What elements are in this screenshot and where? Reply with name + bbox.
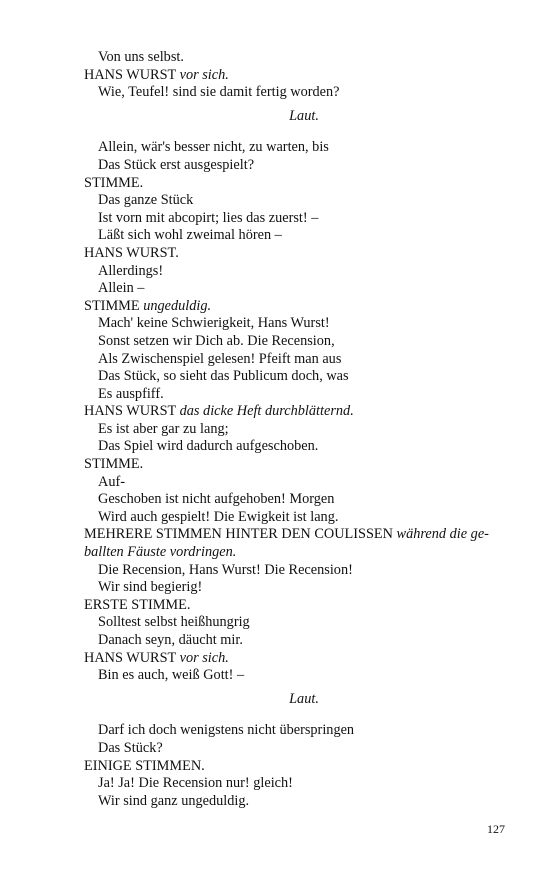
verse-line: Bin es auch, weiß Gott! – bbox=[98, 667, 245, 684]
verse-line: Als Zwischenspiel gelesen! Pfeift man aus bbox=[98, 350, 342, 367]
verse-line: Das Stück, so sieht das Publicum doch, was bbox=[98, 368, 349, 385]
speaker-line bbox=[84, 298, 524, 316]
verse-line: Das Spiel wird dadurch aufgeschoben. bbox=[98, 438, 319, 455]
verse-line: Es ist aber gar zu lang; bbox=[98, 420, 229, 437]
speaker-line bbox=[84, 456, 524, 474]
verse-line: Das Stück? bbox=[98, 739, 163, 756]
speaker-line bbox=[84, 403, 524, 421]
verse-line: Wir sind ganz ungeduldig. bbox=[98, 792, 250, 809]
speaker-line bbox=[84, 526, 524, 544]
verse-line: Ja! Ja! Die Recension nur! gleich! bbox=[98, 775, 293, 792]
verse-line: Allein, wär's besser nicht, zu warten, bis bbox=[98, 139, 329, 156]
speaker-name: HANS WURST. bbox=[84, 244, 179, 261]
verse-line: Läßt sich wohl zweimal hören – bbox=[98, 227, 282, 244]
verse-line: Von uns selbst. bbox=[98, 49, 184, 65]
speaker-direction: vor sich. bbox=[179, 66, 229, 83]
verse-line: Solltest selbst heißhungrig bbox=[98, 614, 250, 631]
speaker-line bbox=[84, 245, 524, 263]
speaker-name: HANS WURST bbox=[84, 403, 177, 420]
verse-line: Danach seyn, däucht mir. bbox=[98, 632, 243, 648]
verse-line: Darf ich doch wenigstens nicht überspringen bbox=[98, 722, 355, 739]
verse-line: Sonst setzen wir Dich ab. Die Recension, bbox=[98, 332, 335, 349]
speaker-line bbox=[84, 67, 524, 85]
verse-line: Das ganze Stück bbox=[98, 192, 194, 209]
verse-line: Wird auch gespielt! Die Ewigkeit ist lang. bbox=[98, 508, 339, 525]
speaker-line bbox=[84, 758, 524, 776]
speaker-name: STIMME bbox=[84, 297, 140, 314]
speaker-name: STIMME. bbox=[84, 456, 144, 473]
verse-line: Ist vorn mit abcopirt; lies das zuerst! – bbox=[98, 209, 319, 226]
verse-line: Allein – bbox=[98, 280, 145, 297]
direction-continuation: ballten Fäuste vordringen. bbox=[84, 544, 237, 561]
verse-line: Auf- bbox=[98, 473, 125, 490]
verse-line: Die Recension, Hans Wurst! Die Recension! bbox=[98, 561, 353, 578]
stage-direction: Laut. bbox=[289, 690, 319, 707]
verse-line: Es auspfiff. bbox=[98, 385, 164, 402]
speaker-name: ERSTE STIMME. bbox=[84, 596, 191, 613]
speaker-line bbox=[84, 597, 524, 615]
verse-line: Das Stück erst ausgespielt? bbox=[98, 156, 255, 173]
page-body bbox=[84, 49, 524, 810]
speaker-direction: während die ge- bbox=[396, 526, 489, 543]
verse-line: Wir sind begierig! bbox=[98, 579, 203, 596]
speaker-name: HANS WURST bbox=[84, 66, 177, 83]
stage-direction: Laut. bbox=[289, 107, 319, 124]
speaker-name: HANS WURST bbox=[84, 649, 177, 666]
speaker-name: MEHRERE STIMMEN HINTER DEN COULISSEN bbox=[84, 526, 393, 543]
speaker-direction: ungeduldig. bbox=[143, 297, 212, 314]
verse-line: Allerdings! bbox=[98, 262, 164, 279]
verse-line: Wie, Teufel! sind sie damit fertig worden? bbox=[98, 84, 340, 101]
speaker-line bbox=[84, 175, 524, 193]
page-number: 127 bbox=[487, 822, 505, 836]
speaker-name: EINIGE STIMMEN. bbox=[84, 757, 205, 774]
verse-line: Mach' keine Schwierigkeit, Hans Wurst! bbox=[98, 315, 330, 332]
speaker-line bbox=[84, 650, 524, 668]
verse-line: Geschoben ist nicht aufgehoben! Morgen bbox=[98, 491, 335, 508]
speaker-direction: das dicke Heft durchblätternd. bbox=[179, 403, 354, 420]
speaker-direction: vor sich. bbox=[179, 649, 229, 666]
speaker-name: STIMME. bbox=[84, 174, 144, 191]
